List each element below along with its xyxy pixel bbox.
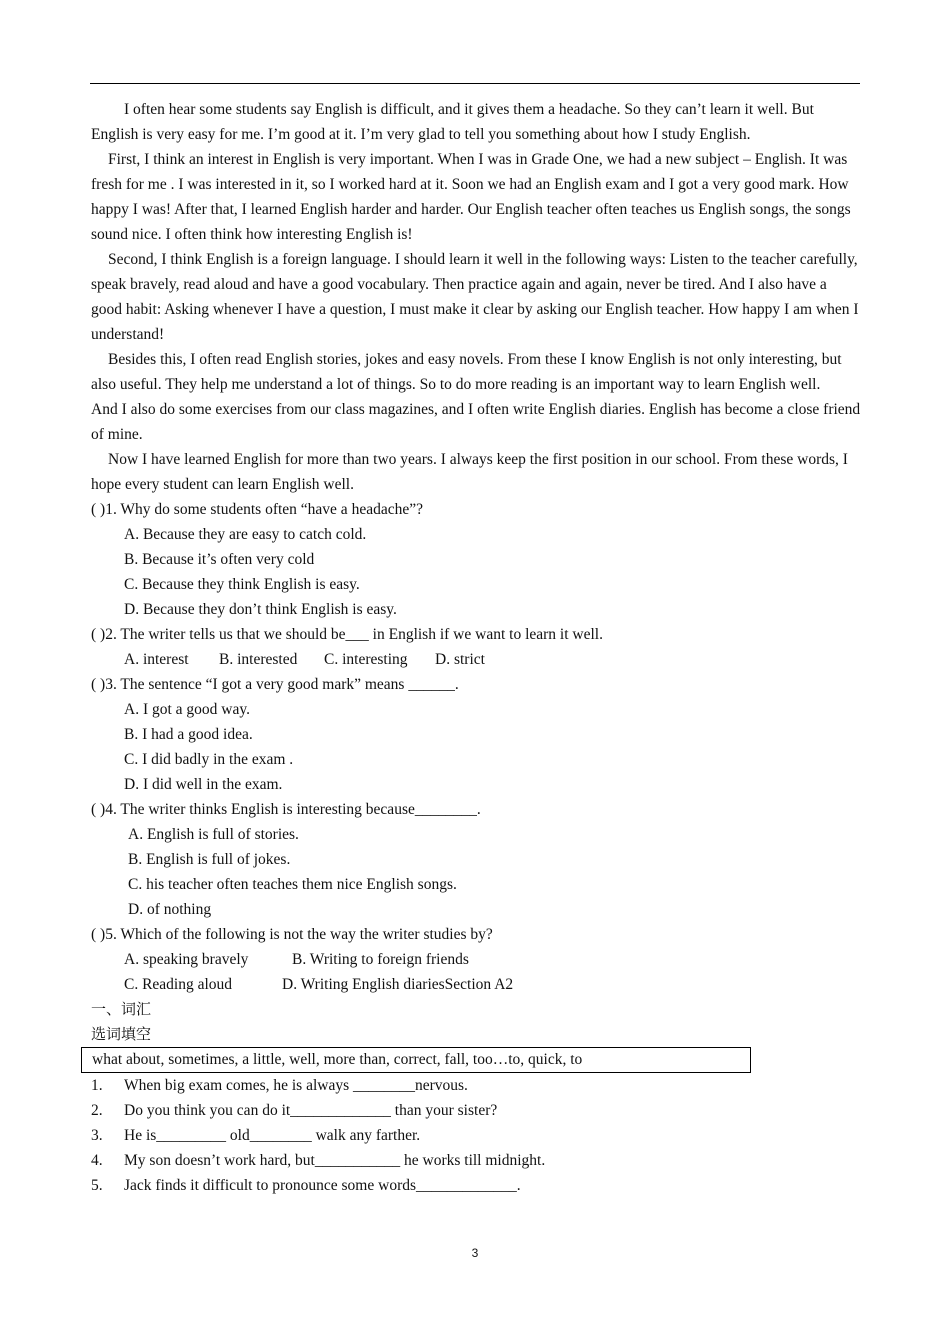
option-b: B. Writing to foreign friends xyxy=(292,951,469,968)
passage-paragraph-4: Besides this, I often read English stories, jokes and easy novels. From these I know English is not only interesting, but also useful. They help me understand a lot of things. So to do more reading is an important way to learn English well. xyxy=(91,351,842,393)
option-c: C. I did badly in the exam . xyxy=(124,751,294,768)
inline-options xyxy=(91,647,861,672)
fill-in-list xyxy=(91,1073,861,1198)
item-number: 1. xyxy=(91,1077,103,1094)
passage-paragraph-1: I often hear some students say English is difficult, and it gives them a headache. So they can’t learn it well. But English is very easy for me. I’m good at it. I’m very glad to tell you something about how I study English. xyxy=(91,101,814,143)
option-b: B. English is full of jokes. xyxy=(128,851,291,868)
item-text: He is_________ old________ walk any farther. xyxy=(124,1127,421,1144)
item-number: 4. xyxy=(91,1152,103,1169)
question-stem: ( )5. Which of the following is not the way the writer studies by? xyxy=(91,926,493,943)
question-5 xyxy=(91,922,861,997)
option-b: B. I had a good idea. xyxy=(124,726,253,743)
option-d: D. Writing English diariesSection A2 xyxy=(282,976,514,993)
question-stem: ( )4. The writer thinks English is interesting because________. xyxy=(91,801,481,818)
option-a: A. interest xyxy=(124,651,189,668)
passage-paragraph-3: Second, I think English is a foreign language. I should learn it well in the following ways: Listen to the teacher carefully, speak bravely, read aloud and have a good vocabulary. Then practice again and again, never be tired. And I also have a good habit: Asking whenever I have a question, I must make it clear by asking our English teacher. How happy I am when I understand! xyxy=(91,251,859,343)
option-c: C. interesting xyxy=(324,651,408,668)
question-3 xyxy=(91,672,861,797)
question-stem: ( )3. The sentence “I got a very good mark” means ______. xyxy=(91,676,459,693)
option-c: C. his teacher often teaches them nice English songs. xyxy=(128,876,457,893)
passage-paragraph-5: And I also do some exercises from our class magazines, and I often write English diaries. English has become a close friend of mine. xyxy=(91,401,861,443)
passage-paragraph-6: Now I have learned English for more than two years. I always keep the first position in our school. From these words, I hope every student can learn English well. xyxy=(91,451,848,493)
options-row-1 xyxy=(91,947,861,972)
item-number: 5. xyxy=(91,1177,103,1194)
list-item xyxy=(91,1123,861,1148)
section-heading: 一、词汇 xyxy=(91,1000,152,1018)
option-b: B. interested xyxy=(219,651,298,668)
item-number: 3. xyxy=(91,1127,103,1144)
option-d: D. I did well in the exam. xyxy=(124,776,283,793)
option-b: B. Because it’s often very cold xyxy=(124,551,315,568)
option-c: C. Reading aloud xyxy=(124,976,233,993)
question-4 xyxy=(91,797,861,922)
item-text: Do you think you can do it_____________ than your sister? xyxy=(124,1102,498,1119)
option-d: D. strict xyxy=(435,651,485,668)
section-subheading: 选词填空 xyxy=(91,1025,152,1043)
page-number: 3 xyxy=(471,1246,479,1260)
item-text: My son doesn’t work hard, but___________ he works till midnight. xyxy=(124,1152,546,1169)
list-item xyxy=(91,1148,861,1173)
question-stem: ( )1. Why do some students often “have a headache”? xyxy=(91,501,423,518)
header-rule xyxy=(90,83,860,84)
item-text: When big exam comes, he is always ________nervous. xyxy=(124,1077,468,1094)
option-c: C. Because they think English is easy. xyxy=(124,576,360,593)
option-d: D. of nothing xyxy=(128,901,212,918)
option-a: A. English is full of stories. xyxy=(128,826,299,843)
options-row-2 xyxy=(91,972,861,997)
option-a: A. speaking bravely xyxy=(124,951,249,968)
list-item xyxy=(91,1173,861,1198)
passage-paragraph-2: First, I think an interest in English is very important. When I was in Grade One, we had a new subject – English. It was fresh for me . I was interested in it, so I worked hard at it. Soon we had an English exam and I got a very good mark. How happy I was! After that, I learned English harder and harder. Our English teacher often teaches us English songs, the songs sound nice. I often think how interesting English is! xyxy=(91,151,851,243)
item-number: 2. xyxy=(91,1102,103,1119)
page-content xyxy=(91,97,861,1198)
list-item xyxy=(91,1073,861,1098)
option-d: D. Because they don’t think English is easy. xyxy=(124,601,397,618)
list-item xyxy=(91,1098,861,1123)
option-a: A. Because they are easy to catch cold. xyxy=(124,526,367,543)
word-bank-box: what about, sometimes, a little, well, more than, correct, fall, too…to, quick, to xyxy=(81,1047,751,1073)
item-text: Jack finds it difficult to pronounce some words_____________. xyxy=(124,1177,521,1194)
question-2 xyxy=(91,622,861,672)
question-stem: ( )2. The writer tells us that we should be___ in English if we want to learn it well. xyxy=(91,626,603,643)
option-a: A. I got a good way. xyxy=(124,701,250,718)
question-1 xyxy=(91,497,861,622)
